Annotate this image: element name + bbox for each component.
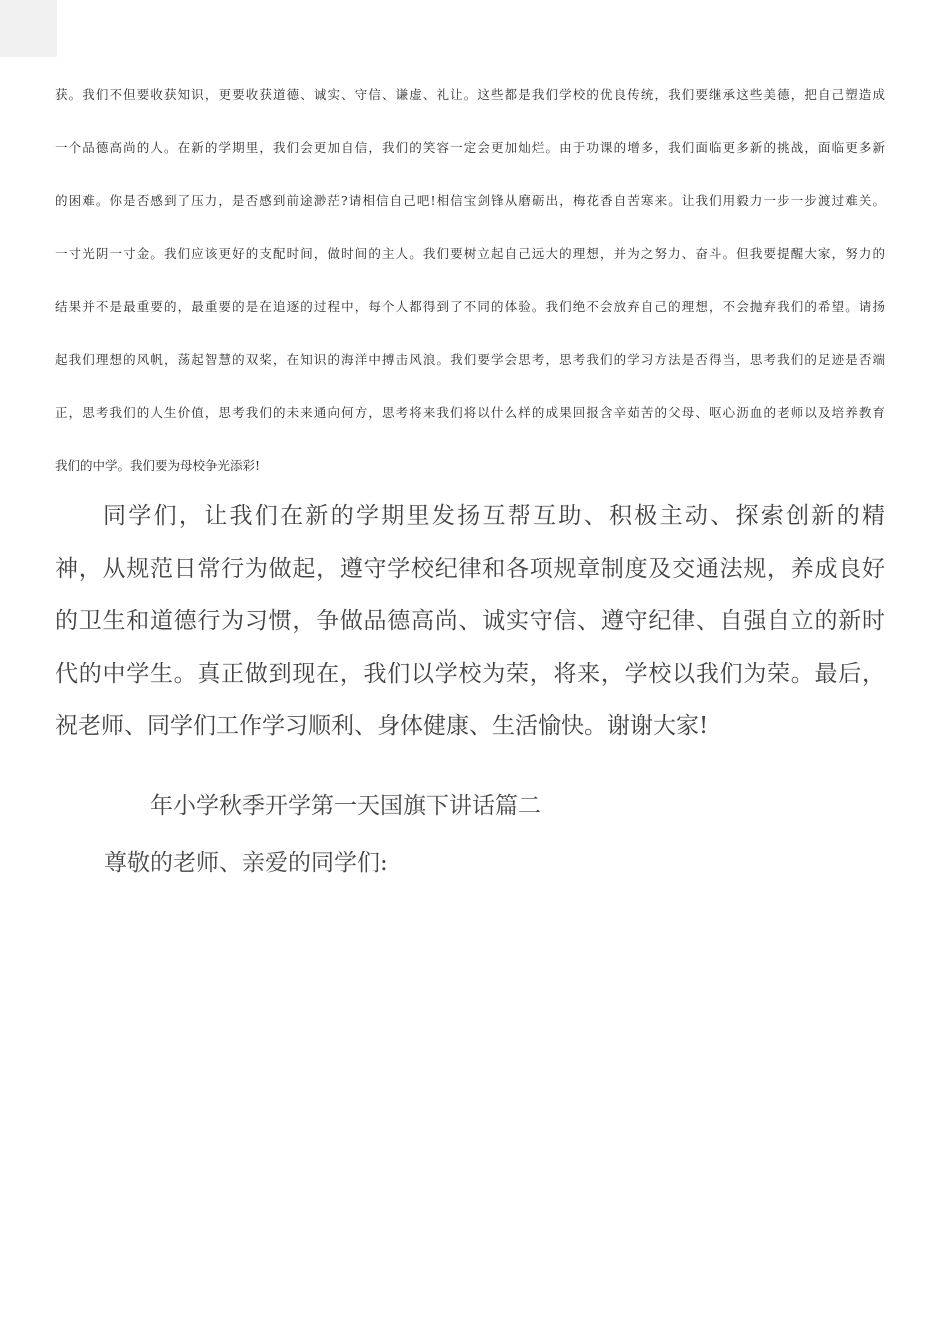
paragraph-line: 获。我们不但要收获知识，更要收获道德、诚实、守信、谦虚、礼让。这些都是我们学校的优良传统，我们要继承这些美德，把自己塑造成 xyxy=(55,87,885,102)
body-paragraph-small xyxy=(55,78,885,502)
paragraph-line: 一寸光阴一寸金。我们应该更好的支配时间，做时间的主人。我们要树立起自己远大的理想，并为之努力、奋斗。但我要提醒大家，努力的 xyxy=(55,246,885,261)
paragraph-line: 我们的中学。我们要为母校争光添彩! xyxy=(55,458,261,473)
paragraph-line: 代的中学生。真正做到现在，我们以学校为荣，将来，学校以我们为荣。最后， xyxy=(55,660,885,687)
paragraph-line: 祝老师、同学们工作学习顺利、身体健康、生活愉快。谢谢大家! xyxy=(55,713,709,739)
page-corner-shade xyxy=(0,0,57,57)
paragraph-line: 的困难。你是否感到了压力，是否感到前途渺茫?请相信自己吧!相信宝剑锋从磨砺出，梅花香自苦寒来。让我们用毅力一步一步渡过难关。 xyxy=(55,193,885,208)
paragraph-line: 的卫生和道德行为习惯，争做品德高尚、诚实守信、遵守纪律、自强自立的新时 xyxy=(55,608,885,634)
salutation: 尊敬的老师、亲爱的同学们: xyxy=(104,850,388,876)
paragraph-line: 正，思考我们的人生价值，思考我们的未来通向何方，思考将来我们将以什么样的成果回报含辛茹苦的父母、呕心沥血的老师以及培养教育 xyxy=(55,405,885,420)
section-title: 年小学秋季开学第一天国旗下讲话篇二 xyxy=(150,793,541,819)
paragraph-line: 神，从规范日常行为做起，遵守学校纪律和各项规章制度及交通法规，养成良好 xyxy=(55,555,885,582)
paragraph-line: 结果并不是最重要的，最重要的是在追逐的过程中，每个人都得到了不同的体验。我们绝不会放弃自己的理想，不会抛弃我们的希望。请扬 xyxy=(55,299,885,314)
paragraph-line: 起我们理想的风帆，荡起智慧的双桨，在知识的海洋中搏击风浪。我们要学会思考，思考我们的学习方法是否得当，思考我们的足迹是否端 xyxy=(55,352,885,367)
paragraph-line: 同学们，让我们在新的学期里发扬互帮互助、积极主动、探索创新的精 xyxy=(103,503,885,529)
body-paragraph-large xyxy=(55,490,885,753)
paragraph-line: 一个品德高尚的人。在新的学期里，我们会更加自信，我们的笑容一定会更加灿烂。由于功课的增多，我们面临更多新的挑战，面临更多新 xyxy=(55,140,885,155)
